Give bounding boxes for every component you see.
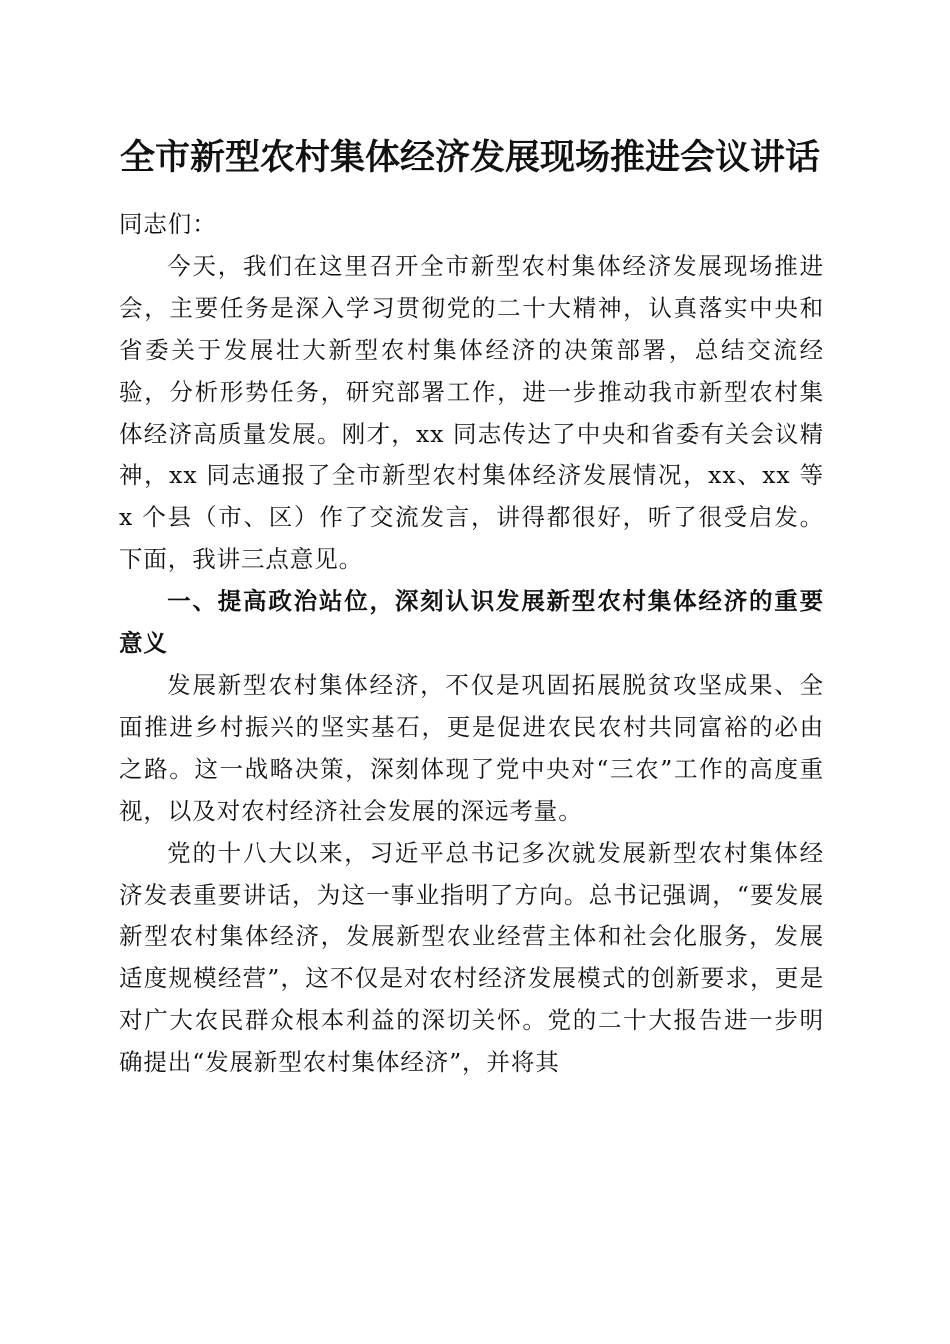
body-paragraph: 党的十八大以来，习近平总书记多次就发展新型农村集体经济发表重要讲话，为这一事业指明了方向。总书记强调，“要发展新型农村集体经济，发展新型农业经营主体和社会化服务，发展适度规模经营”，这不仅是对农村经济发展模式的创新要求，更是对广大农民群众根本利益的深切关怀。党的二十大报告进一步明确提出“发展新型农村集体经济”，并将其 <box>119 838 824 1077</box>
document-body <box>119 204 824 1084</box>
body-paragraph: 发展新型农村集体经济，不仅是巩固拓展脱贫攻坚成果、全面推进乡村振兴的坚实基石，更是促进农民农村共同富裕的必由之路。这一战略决策，深刻体现了党中央对“三农”工作的高度重视，以及对农村经济社会发展的深远考量。 <box>119 670 824 825</box>
salutation: 同志们： <box>119 210 217 238</box>
document-title: 全市新型农村集体经济发展现场推进会议讲话 <box>119 138 820 178</box>
section-heading: 一、提高政治站位，深刻认识发展新型农村集体经济的重要意义 <box>119 587 824 658</box>
intro-paragraph: 今天，我们在这里召开全市新型农村集体经济发展现场推进会，主要任务是深入学习贯彻党的二十大精神，认真落实中央和省委关于发展壮大新型农村集体经济的决策部署，总结交流经验，分析形势任务，研究部署工作，进一步推动我市新型农村集体经济高质量发展。刚才，xx 同志传达了中央和省委有关会议精神，xx 同志通报了全市新型农村集体经济发展情况，xx、xx 等 x 个县（市、区）作了交流发言，讲得都很好，听了很受启发。下面，我讲三点意见。 <box>119 251 824 574</box>
